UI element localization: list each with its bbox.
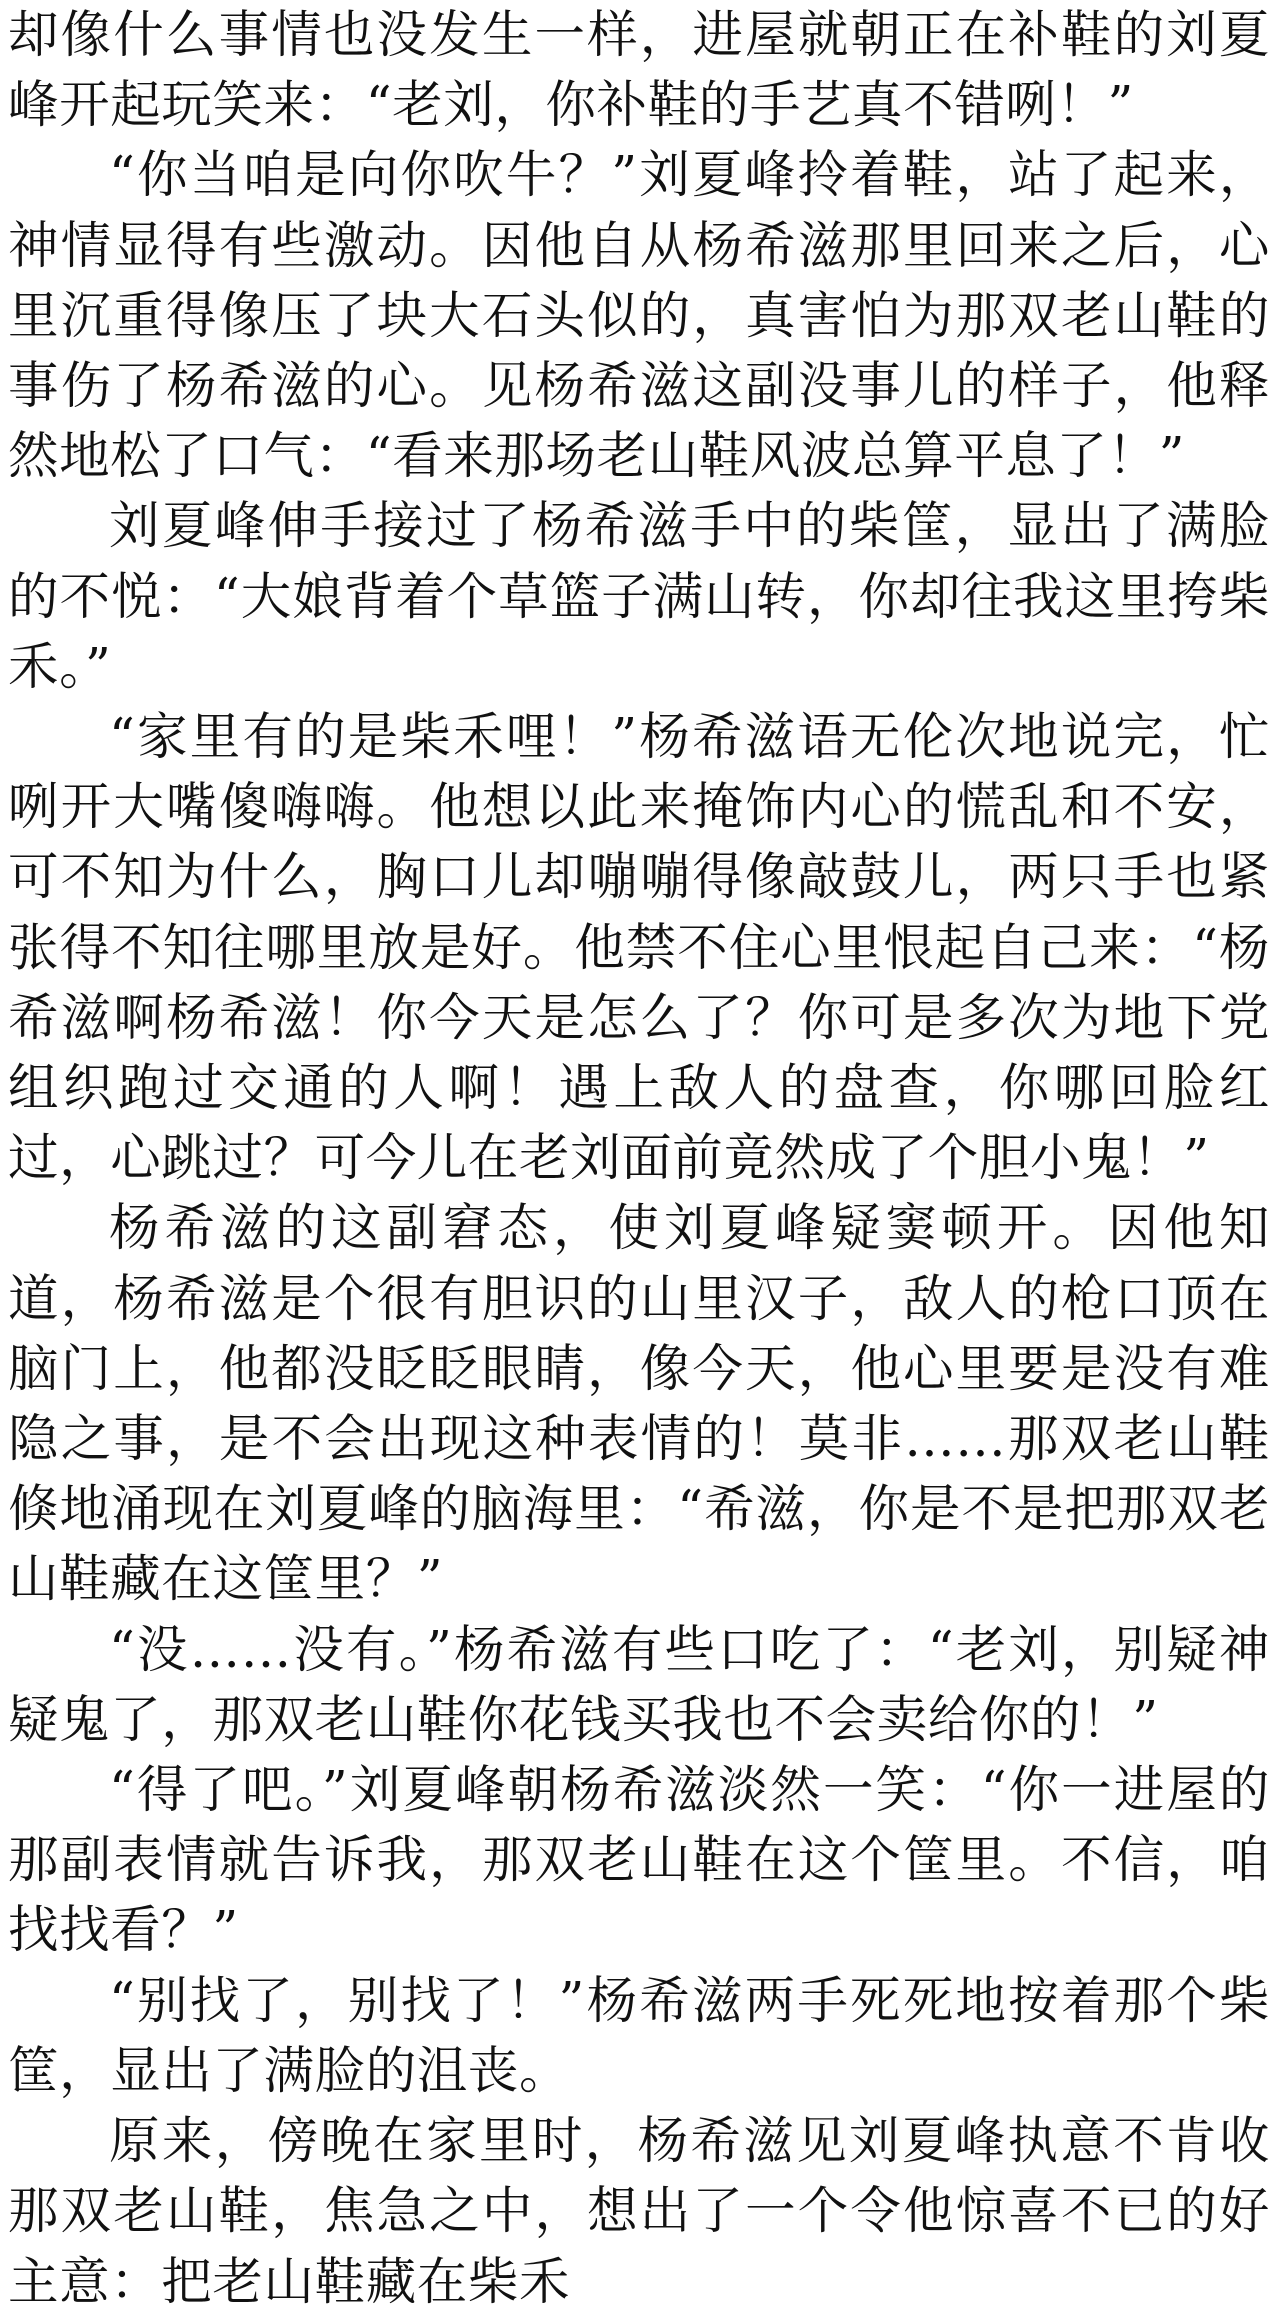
paragraph-7: “得了吧。”刘夏峰朝杨希滋淡然一笑：“你一进屋的那副表情就告诉我，那双老山鞋在这个筐里。不信，咱找找看？” bbox=[8, 1760, 1270, 1960]
paragraph-4: “家里有的是柴禾哩！”杨希滋语无伦次地说完，忙咧开大嘴傻嗨嗨。他想以此来掩饰内心的慌乱和不安，可不知为什么，胸口儿却嘣嘣得像敲鼓儿，两只手也紧张得不知往哪里放是好。他禁不住心里恨起自己来：“杨希滋啊杨希滋！你今天是怎么了？你可是多次为地下党组织跑过交通的人啊！遇上敌人的盘查，你哪回脸红过，心跳过？可今儿在老刘面前竟然成了个胆小鬼！” bbox=[8, 707, 1270, 1188]
paragraph-3: 刘夏峰伸手接过了杨希滋手中的柴筐，显出了满脸的不悦：“大娘背着个草篮子满山转，你却往我这里挎柴禾。” bbox=[8, 496, 1270, 696]
paragraph-9: 原来，傍晚在家里时，杨希滋见刘夏峰执意不肯收那双老山鞋，焦急之中，想出了一个令他惊喜不已的好主意：把老山鞋藏在柴禾 bbox=[8, 2111, 1270, 2311]
paragraph-8: “别找了，别找了！”杨希滋两手死死地按着那个柴筐，显出了满脸的沮丧。 bbox=[8, 1970, 1270, 2100]
paragraph-5: 杨希滋的这副窘态，使刘夏峰疑窦顿开。因他知道，杨希滋是个很有胆识的山里汉子，敌人的枪口顶在脑门上，他都没眨眨眼睛，像今天，他心里要是没有难隐之事，是不会出现这种表情的！莫非……那双老山鞋倏地涌现在刘夏峰的脑海里：“希滋，你是不是把那双老山鞋藏在这筐里？” bbox=[8, 1198, 1270, 1609]
paragraph-6: “没……没有。”杨希滋有些口吃了：“老刘，别疑神疑鬼了，那双老山鞋你花钱买我也不会卖给你的！” bbox=[8, 1619, 1270, 1749]
book-page bbox=[8, 0, 1270, 2311]
paragraph-2: “你当咱是向你吹牛？”刘夏峰拎着鞋，站了起来，神情显得有些激动。因他自从杨希滋那里回来之后，心里沉重得像压了块大石头似的，真害怕为那双老山鞋的事伤了杨希滋的心。见杨希滋这副没事儿的样子，他释然地松了口气：“看来那场老山鞋风波总算平息了！” bbox=[8, 145, 1270, 486]
paragraph-1: 却像什么事情也没发生一样，进屋就朝正在补鞋的刘夏峰开起玩笑来：“老刘，你补鞋的手艺真不错咧！” bbox=[8, 5, 1270, 135]
